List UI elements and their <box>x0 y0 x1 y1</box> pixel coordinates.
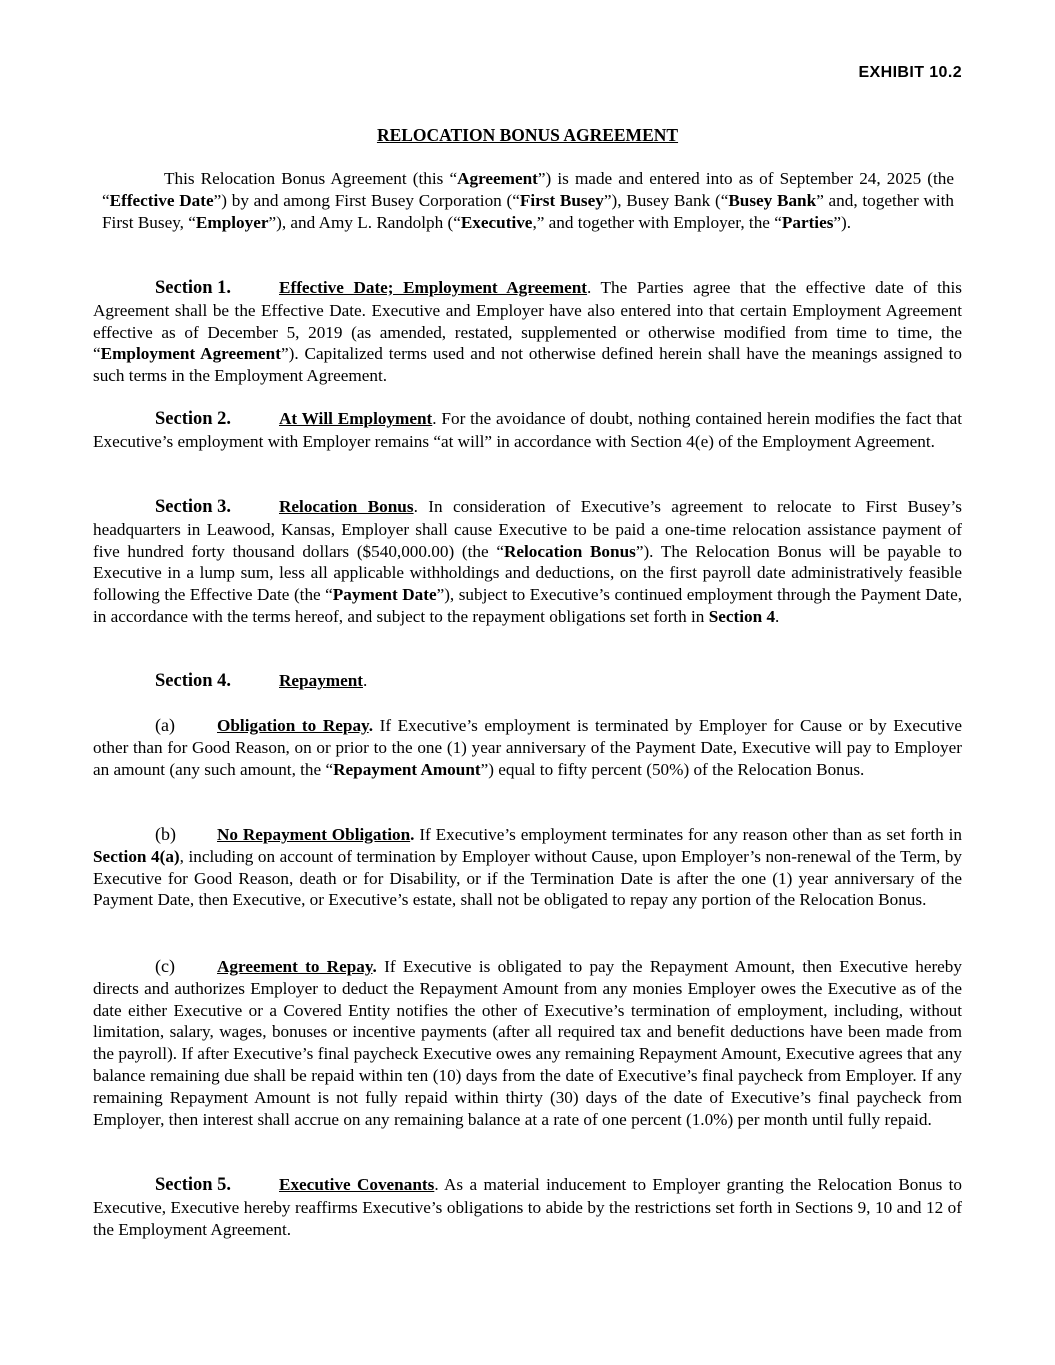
document-title: RELOCATION BONUS AGREEMENT <box>376 125 679 145</box>
section-number: Section 2. <box>155 409 232 429</box>
subsection-heading: Obligation to Repay <box>217 716 369 735</box>
section-2: Section 2. At Will Employment. For the avoidance of doubt, nothing contained herein modifies the fact that Executive’s employment with Employer remains “at will” in accordance with Section 4(e) of the Employment Agreement. <box>93 409 962 451</box>
intro-paragraph: This Relocation Bonus Agreement (this “Agreement”) is made and entered into as of September 24, 2025 (the “Effective Date”) by and among First Busey Corporation (“First Busey”), Busey Bank (“Busey Bank” and, together with First Busey, “Employer”), and Amy L. Randolph (“Executive,” and together with Employer, the “Parties”). <box>102 169 955 232</box>
section-number: Section 5. <box>155 1175 232 1195</box>
subsection-4a: (a) Obligation to Repay. If Executive’s employment is terminated by Employer for Cause or by Executive other than for Good Reason, on or prior to the one (1) year anniversary of the Payment Date, Executive will pay to Employer an amount (any such amount, the “Repayment Amount”) equal to fifty percent (50%) of the Relocation Bonus. <box>93 715 962 779</box>
section-number: Section 4. <box>155 671 232 691</box>
section-number: Section 3. <box>155 497 232 517</box>
section-heading: At Will Employment <box>279 409 433 428</box>
section-heading: Repayment <box>279 671 364 690</box>
subsection-4c: (c) Agreement to Repay. If Executive is obligated to pay the Repayment Amount, then Executive hereby directs and authorizes Employer to deduct the Repayment Amount from any monies Employer owes the Executive as of the date either Executive or a Covered Entity notifies the other of Executive’s termination of employment, including, without limitation, salary, wages, bonuses or incentive payments (after all required tax and benefit deductions have been made from the payroll). If after Executive’s final paycheck Executive owes any remaining Repayment Amount, Executive agrees that any balance remaining due shall be repaid within ten (10) days from the date of Executive’s final paycheck from Employer. If any remaining Repayment Amount is not fully repaid within thirty (30) days of the date of Executive’s final paycheck from Employer, then interest shall accrue on any remaining balance at a rate of one percent (1.0%) per month until fully repaid. <box>93 956 962 1129</box>
subsection-heading: No Repayment Obligation <box>217 825 411 844</box>
subsection-label: (b) <box>155 824 176 844</box>
section-4: Section 4. Repayment. <box>155 671 368 691</box>
section-1: Section 1. Effective Date; Employment Agreement. The Parties agree that the effective date of this Agreement shall be the Effective Date. Executive and Employer have also entered into that certain Employment Agreement effective as of December 5, 2019 (as amended, restated, supplemented or otherwise modified from time to time, the “Employment Agreement”). Capitalized terms used and not otherwise defined herein shall have the meanings assigned to such terms in the Employment Agreement. <box>93 278 962 386</box>
subsection-label: (a) <box>155 715 175 735</box>
section-3: Section 3. Relocation Bonus. In consideration of Executive’s agreement to relocate to First Busey’s headquarters in Leawood, Kansas, Employer shall cause Executive to be paid a one-time relocation assistance payment of five hundred forty thousand dollars ($540,000.00) (the “Relocation Bonus”). The Relocation Bonus will be payable to Executive in a lump sum, less all applicable withholdings and deductions, on the first payroll date administratively feasible following the Effective Date (the “Payment Date”), subject to Executive’s continued employment through the Payment Date, in accordance with the terms hereof, and subject to the repayment obligations set forth in Section 4. <box>93 497 963 626</box>
exhibit-label: EXHIBIT 10.2 <box>858 64 962 81</box>
section-5: Section 5. Executive Covenants. As a material inducement to Employer granting the Relocation Bonus to Executive, Executive hereby reaffirms Executive’s obligations to abide by the restrictions set forth in Sections 9, 10 and 12 of the Employment Agreement. <box>93 1175 962 1239</box>
subsection-4b: (b) No Repayment Obligation. If Executive’s employment terminates for any reason other than as set forth in Section 4(a), including on account of termination by Employer without Cause, upon Employer’s non-renewal of the Term, by Executive for Good Reason, death or for Disability, or if the Termination Date is after the one (1) year anniversary of the Payment Date, then Executive, or Executive’s estate, shall not be obligated to repay any portion of the Relocation Bonus. <box>93 824 962 910</box>
section-number: Section 1. <box>155 278 232 298</box>
section-heading: Relocation Bonus <box>279 497 414 516</box>
section-heading: Executive Covenants <box>279 1175 435 1194</box>
subsection-heading: Agreement to Repay <box>217 957 373 976</box>
subsection-label: (c) <box>155 956 175 976</box>
section-heading: Effective Date; Employment Agreement <box>279 278 588 297</box>
